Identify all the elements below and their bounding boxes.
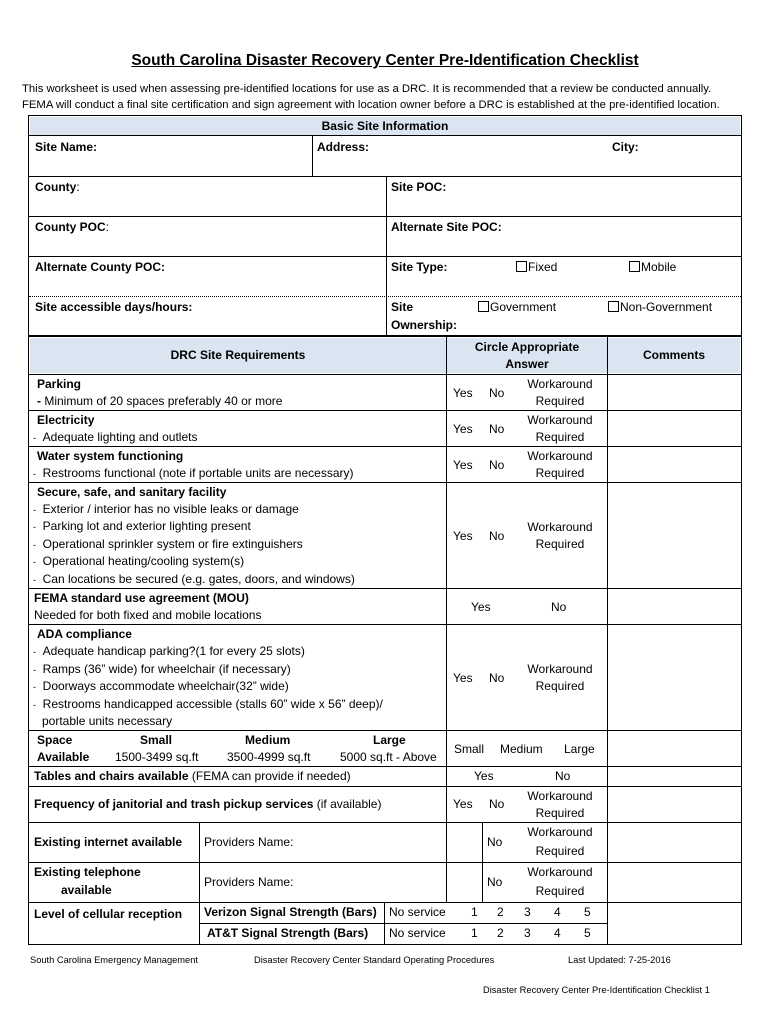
days-hours-label: Site accessible days/hours:	[35, 300, 193, 314]
parking-detail: Minimum of 20 spaces preferably 40 or more	[44, 394, 283, 408]
electricity-workaround[interactable]: Workaround	[527, 413, 593, 427]
parking-title: Parking	[37, 377, 82, 391]
verizon-bar-3[interactable]: 3	[524, 905, 531, 919]
site-poc-label: Site POC:	[391, 180, 447, 194]
internet-required[interactable]: Required	[535, 844, 585, 858]
att-no-service[interactable]: No service	[389, 926, 446, 940]
janitorial-label: Frequency of janitorial and trash pickup services	[34, 797, 314, 811]
verizon-bar-4[interactable]: 4	[554, 905, 561, 919]
space-small-option[interactable]: Small	[454, 742, 485, 756]
site-type-label: Site Type:	[391, 260, 448, 274]
water-no[interactable]: No	[489, 458, 505, 472]
answer-col-header-2: Answer	[505, 357, 549, 371]
water-required[interactable]: Required	[535, 466, 585, 480]
medium-range: 3500-4999 sq.ft	[227, 750, 311, 764]
alt-county-poc-label: Alternate County POC:	[35, 260, 166, 274]
footer-center: Disaster Recovery Center Standard Operating Procedures	[254, 955, 495, 965]
req-col-header: DRC Site Requirements	[170, 348, 306, 362]
att-bar-2[interactable]: 2	[497, 926, 504, 940]
water-dash: -	[33, 469, 36, 479]
large-label: Large	[373, 733, 406, 747]
footer-left: South Carolina Emergency Management	[30, 955, 198, 965]
secure-item-3: Operational sprinkler system or fire extinguishers	[42, 537, 303, 551]
ada-item-4-cont: portable units necessary	[42, 714, 173, 728]
telephone-label-2: available	[61, 883, 112, 897]
ada-workaround[interactable]: Workaround	[527, 662, 593, 676]
janitorial-note: (if available)	[313, 797, 382, 811]
internet-label: Existing internet available	[34, 835, 183, 849]
electricity-detail: Adequate lighting and outlets	[42, 430, 198, 444]
electricity-yes[interactable]: Yes	[453, 422, 473, 436]
ada-item-3: Doorways accommodate wheelchair(32” wide)	[42, 679, 289, 693]
answer-col-header-1: Circle Appropriate	[474, 340, 580, 354]
footer-page: Disaster Recovery Center Pre-Identification Checklist 1	[483, 985, 710, 995]
fixed-checkbox[interactable]	[516, 261, 527, 272]
janitorial-workaround[interactable]: Workaround	[527, 789, 593, 803]
secure-dash-2: -	[33, 522, 36, 532]
water-workaround[interactable]: Workaround	[527, 449, 593, 463]
telephone-label: Existing telephone	[34, 865, 141, 879]
ada-required[interactable]: Required	[535, 679, 585, 693]
small-range: 1500-3499 sq.ft	[115, 750, 199, 764]
page-title: South Carolina Disaster Recovery Center Pre-Identification Checklist	[131, 52, 639, 69]
water-detail: Restrooms functional (note if portable units are necessary)	[42, 466, 354, 480]
mobile-label: Mobile	[641, 260, 677, 274]
medium-label: Medium	[245, 733, 291, 747]
secure-no[interactable]: No	[489, 529, 505, 543]
space-label: Space	[37, 733, 73, 747]
tables-no[interactable]: No	[555, 769, 571, 783]
non-government-option[interactable]	[608, 299, 712, 316]
internet-workaround[interactable]: Workaround	[527, 825, 593, 839]
ada-yes[interactable]: Yes	[453, 671, 473, 685]
att-bar-5[interactable]: 5	[584, 926, 591, 940]
telephone-no[interactable]: No	[487, 875, 503, 889]
county-colon: :	[76, 180, 80, 194]
cellular-label: Level of cellular reception	[34, 907, 183, 921]
ada-no[interactable]: No	[489, 671, 505, 685]
internet-providers-label: Providers Name:	[204, 835, 294, 849]
mobile-option[interactable]	[629, 259, 676, 276]
tables-label: Tables and chairs available	[34, 769, 189, 783]
janitorial-yes[interactable]: Yes	[453, 797, 473, 811]
parking-no[interactable]: No	[489, 386, 505, 400]
comments-col-header: Comments	[642, 348, 705, 362]
electricity-dash: -	[33, 433, 36, 443]
secure-required[interactable]: Required	[535, 537, 585, 551]
janitorial-no[interactable]: No	[489, 797, 505, 811]
mou-no[interactable]: No	[551, 600, 567, 614]
small-label: Small	[140, 733, 173, 747]
secure-yes[interactable]: Yes	[453, 529, 473, 543]
secure-dash-3: -	[33, 540, 36, 550]
secure-item-1: Exterior / interior has no visible leaks or damage	[42, 502, 299, 516]
att-bar-4[interactable]: 4	[554, 926, 561, 940]
parking-required[interactable]: Required	[535, 394, 585, 408]
county-poc-label: County POC	[35, 220, 106, 234]
fixed-label: Fixed	[528, 260, 558, 274]
secure-workaround[interactable]: Workaround	[527, 520, 593, 534]
secure-dash-4: -	[33, 557, 36, 567]
mou-yes[interactable]: Yes	[471, 600, 491, 614]
mou-title: FEMA standard use agreement (MOU)	[34, 591, 249, 605]
secure-item-2: Parking lot and exterior lighting present	[42, 519, 251, 533]
telephone-required[interactable]: Required	[535, 884, 585, 898]
mou-detail: Needed for both fixed and mobile locations	[34, 608, 262, 622]
non-government-checkbox[interactable]	[608, 301, 619, 312]
att-bar-3[interactable]: 3	[524, 926, 531, 940]
city-label: City:	[612, 140, 639, 154]
site-label: Site	[391, 300, 414, 314]
electricity-required[interactable]: Required	[535, 430, 585, 444]
county-poc-colon: :	[105, 220, 110, 234]
address-label: Address:	[317, 140, 370, 154]
government-checkbox[interactable]	[478, 301, 489, 312]
secure-title: Secure, safe, and sanitary facility	[37, 485, 227, 499]
att-label: AT&T Signal Strength (Bars)	[207, 926, 369, 940]
ada-item-4: Restrooms handicapped accessible (stalls 60” wide x 56” deep)/	[42, 697, 383, 711]
basic-info-heading: Basic Site Information	[321, 119, 449, 133]
ada-item-2: Ramps (36” wide) for wheelchair (if necessary)	[42, 662, 291, 676]
ada-dash-1: -	[33, 647, 36, 657]
space-medium-option[interactable]: Medium	[500, 742, 543, 756]
large-range: 5000 sq.ft - Above	[340, 750, 437, 764]
mobile-checkbox[interactable]	[629, 261, 640, 272]
government-label: Government	[490, 300, 557, 314]
secure-dash-1: -	[33, 505, 36, 515]
ada-dash-3: -	[33, 682, 36, 692]
intro-line-1: This worksheet is used when assessing pre-identified locations for use as a DRC. It is recommended that a review be conducted annually.	[22, 83, 712, 95]
telephone-workaround[interactable]: Workaround	[527, 865, 593, 879]
parking-yes[interactable]: Yes	[453, 386, 473, 400]
fixed-option[interactable]	[516, 259, 557, 276]
verizon-label: Verizon Signal Strength (Bars)	[204, 905, 377, 919]
electricity-no[interactable]: No	[489, 422, 505, 436]
space-large-option[interactable]: Large	[564, 742, 595, 756]
electricity-title: Electricity	[37, 413, 95, 427]
att-bar-1[interactable]: 1	[471, 926, 478, 940]
tables-yes[interactable]: Yes	[474, 769, 494, 783]
government-option[interactable]	[478, 299, 556, 316]
ada-title: ADA compliance	[37, 627, 132, 641]
ownership-label: Ownership:	[391, 318, 458, 332]
water-title: Water system functioning	[37, 449, 184, 463]
non-government-label: Non-Government	[620, 300, 713, 314]
ada-dash-2: -	[33, 665, 36, 675]
water-yes[interactable]: Yes	[453, 458, 473, 472]
available-label: Available	[37, 750, 90, 764]
ada-item-1: Adequate handicap parking?(1 for every 25 slots)	[42, 644, 305, 658]
telephone-providers-label: Providers Name:	[204, 875, 294, 889]
county-label: County	[35, 180, 77, 194]
verizon-bar-1[interactable]: 1	[471, 905, 478, 919]
verizon-bar-5[interactable]: 5	[584, 905, 591, 919]
footer-right: Last Updated: 7-25-2016	[568, 955, 671, 965]
parking-dash: -	[37, 394, 41, 408]
internet-no[interactable]: No	[487, 835, 503, 849]
tables-note: (FEMA can provide if needed)	[188, 769, 351, 783]
alt-site-poc-label: Alternate Site POC:	[391, 220, 502, 234]
ada-dash-4: -	[33, 700, 36, 710]
secure-item-5: Can locations be secured (e.g. gates, doors, and windows)	[42, 572, 355, 586]
secure-dash-5: -	[33, 575, 36, 585]
intro-line-2: FEMA will conduct a final site certification and sign agreement with location owner before a DRC is established at the pre-identified location.	[22, 99, 720, 111]
requirements-table	[28, 336, 742, 945]
site-name-label: Site Name:	[35, 140, 98, 154]
verizon-bar-2[interactable]: 2	[497, 905, 504, 919]
secure-item-4: Operational heating/cooling system(s)	[42, 554, 245, 568]
parking-workaround[interactable]: Workaround	[527, 377, 593, 391]
verizon-no-service[interactable]: No service	[389, 905, 446, 919]
janitorial-required[interactable]: Required	[535, 806, 585, 820]
